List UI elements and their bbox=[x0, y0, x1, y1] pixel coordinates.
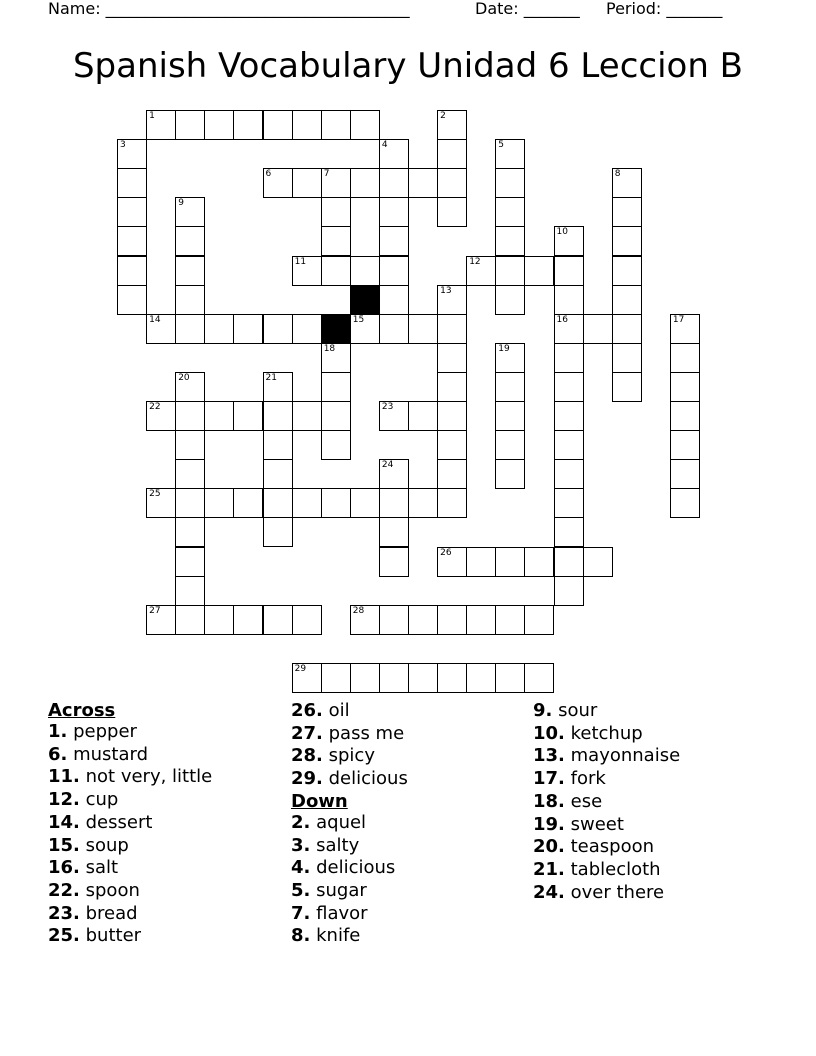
clue-item: 5. sugar bbox=[291, 879, 367, 901]
clue-number: 5 bbox=[498, 140, 505, 151]
grid-cell[interactable] bbox=[379, 547, 409, 577]
grid-cell[interactable] bbox=[321, 197, 351, 227]
grid-cell[interactable] bbox=[175, 110, 205, 140]
grid-cell[interactable] bbox=[554, 256, 584, 286]
grid-cell[interactable] bbox=[350, 256, 380, 286]
grid-cell[interactable] bbox=[379, 226, 409, 256]
clue-item: 12. cup bbox=[48, 789, 119, 811]
grid-cell[interactable] bbox=[350, 110, 380, 140]
grid-cell[interactable] bbox=[350, 488, 380, 518]
clue-number: 26 bbox=[440, 547, 452, 558]
grid-cell[interactable] bbox=[612, 256, 642, 286]
grid-cell[interactable] bbox=[175, 576, 205, 606]
grid-cell[interactable] bbox=[554, 226, 584, 256]
grid-cell[interactable] bbox=[175, 430, 205, 460]
grid-cell[interactable] bbox=[292, 110, 322, 140]
grid-cell[interactable] bbox=[263, 430, 293, 460]
clue-number: 22 bbox=[149, 402, 161, 412]
grid-cell[interactable] bbox=[292, 488, 322, 518]
grid-cell[interactable] bbox=[350, 663, 380, 693]
clue-number: 28 bbox=[352, 605, 365, 616]
grid-cell[interactable] bbox=[437, 547, 467, 577]
grid-cell[interactable] bbox=[292, 605, 322, 635]
grid-cell[interactable] bbox=[670, 372, 700, 402]
grid-cell[interactable] bbox=[437, 285, 467, 315]
clue-item: 14. dessert bbox=[48, 811, 153, 833]
date-field[interactable]: Date: _______ bbox=[475, 0, 580, 18]
page-title: Spanish Vocabulary Unidad 6 Leccion B bbox=[72, 46, 744, 86]
grid-cell[interactable] bbox=[437, 605, 467, 635]
clue-number: 14 bbox=[149, 314, 161, 325]
clue-item: 28. spicy bbox=[291, 745, 375, 767]
across-heading: Across bbox=[48, 700, 116, 721]
grid-cell[interactable] bbox=[204, 110, 234, 140]
grid-cell[interactable] bbox=[263, 605, 293, 635]
grid-cell[interactable] bbox=[233, 401, 263, 431]
grid-cell[interactable] bbox=[292, 663, 322, 693]
grid-cell[interactable] bbox=[146, 488, 176, 518]
grid-cell[interactable] bbox=[379, 256, 409, 286]
grid-cell[interactable] bbox=[524, 256, 554, 286]
grid-cell[interactable] bbox=[612, 226, 642, 256]
grid-cell[interactable] bbox=[437, 139, 467, 169]
grid-cell[interactable] bbox=[437, 343, 467, 373]
clue-item: 9. sour bbox=[533, 700, 598, 721]
clue-number: 25 bbox=[149, 489, 161, 500]
grid-cell[interactable] bbox=[175, 256, 205, 286]
grid-cell[interactable] bbox=[612, 314, 642, 344]
grid-cell[interactable] bbox=[554, 343, 584, 373]
grid-cell[interactable] bbox=[146, 401, 176, 431]
grid-cell[interactable] bbox=[408, 401, 438, 431]
clue-item: 24. over there bbox=[533, 881, 665, 903]
clue-number: 23 bbox=[381, 402, 394, 412]
clue-item: 10. ketchup bbox=[533, 722, 643, 744]
grid-cell[interactable] bbox=[292, 401, 322, 431]
grid-cell[interactable] bbox=[437, 110, 467, 140]
clue-item: 1. pepper bbox=[48, 721, 137, 742]
clue-number: 15 bbox=[352, 314, 365, 325]
clue-item: 25. butter bbox=[48, 925, 142, 947]
grid-cell[interactable] bbox=[175, 197, 205, 227]
black-cell bbox=[321, 314, 351, 344]
grid-cell[interactable] bbox=[146, 314, 176, 344]
grid-cell[interactable] bbox=[263, 314, 293, 344]
clue-item: 22. spoon bbox=[48, 879, 140, 901]
grid-cell[interactable] bbox=[612, 372, 642, 402]
clue-column-2 bbox=[291, 700, 541, 948]
grid-cell[interactable] bbox=[263, 488, 293, 518]
clue-item: 17. fork bbox=[533, 768, 606, 790]
grid-cell[interactable] bbox=[466, 256, 496, 286]
grid-cell[interactable] bbox=[495, 663, 525, 693]
grid-cell[interactable] bbox=[321, 488, 351, 518]
grid-cell[interactable] bbox=[495, 372, 525, 402]
grid-cell[interactable] bbox=[204, 605, 234, 635]
grid-cell[interactable] bbox=[670, 488, 700, 518]
grid-cell[interactable] bbox=[495, 226, 525, 256]
clue-item: 29. delicious bbox=[291, 768, 408, 790]
grid-cell[interactable] bbox=[554, 372, 584, 402]
grid-cell[interactable] bbox=[437, 197, 467, 227]
grid-cell[interactable] bbox=[292, 168, 322, 198]
clue-number: 10 bbox=[556, 227, 568, 238]
grid-cell[interactable] bbox=[437, 168, 467, 198]
grid-cell[interactable] bbox=[146, 605, 176, 635]
period-field[interactable]: Period: _______ bbox=[606, 0, 723, 18]
clue-item: 15. soup bbox=[48, 834, 129, 856]
grid-cell[interactable] bbox=[495, 285, 525, 315]
clue-item: 3. salty bbox=[291, 834, 360, 856]
grid-cell[interactable] bbox=[670, 459, 700, 489]
grid-cell[interactable] bbox=[263, 110, 293, 140]
grid-cell[interactable] bbox=[379, 488, 409, 518]
grid-cell[interactable] bbox=[583, 547, 613, 577]
grid-cell[interactable] bbox=[175, 314, 205, 344]
grid-cell[interactable] bbox=[554, 517, 584, 547]
black-cell bbox=[350, 285, 380, 315]
grid-cell[interactable] bbox=[379, 401, 409, 431]
grid-cell[interactable] bbox=[175, 401, 205, 431]
grid-cell[interactable] bbox=[263, 401, 293, 431]
grid-cell[interactable] bbox=[583, 314, 613, 344]
clue-number: 20 bbox=[178, 372, 190, 383]
grid-cell[interactable] bbox=[379, 605, 409, 635]
clue-column-1 bbox=[48, 700, 298, 948]
clue-number: 27 bbox=[149, 605, 161, 616]
grid-cell[interactable] bbox=[175, 488, 205, 518]
grid-cell[interactable] bbox=[437, 488, 467, 518]
grid-cell[interactable] bbox=[670, 401, 700, 431]
clue-number: 2 bbox=[440, 111, 446, 121]
grid-cell[interactable] bbox=[379, 168, 409, 198]
grid-cell[interactable] bbox=[233, 605, 263, 635]
grid-cell[interactable] bbox=[350, 168, 380, 198]
grid-cell[interactable] bbox=[495, 197, 525, 227]
grid-cell[interactable] bbox=[612, 343, 642, 373]
grid-cell[interactable] bbox=[263, 168, 293, 198]
grid-cell[interactable] bbox=[670, 430, 700, 460]
grid-cell[interactable] bbox=[321, 256, 351, 286]
clue-number: 3 bbox=[120, 140, 126, 151]
grid-cell[interactable] bbox=[379, 517, 409, 547]
grid-cell[interactable] bbox=[437, 459, 467, 489]
grid-cell[interactable] bbox=[554, 430, 584, 460]
grid-cell[interactable] bbox=[670, 343, 700, 373]
grid-cell[interactable] bbox=[612, 197, 642, 227]
name-field[interactable]: Name: ______________________________________ bbox=[48, 0, 410, 18]
grid-cell[interactable] bbox=[466, 547, 496, 577]
grid-cell[interactable] bbox=[495, 401, 525, 431]
grid-cell[interactable] bbox=[437, 314, 467, 344]
grid-cell[interactable] bbox=[233, 110, 263, 140]
grid-cell[interactable] bbox=[263, 517, 293, 547]
grid-cell[interactable] bbox=[437, 430, 467, 460]
clue-item: 27. pass me bbox=[291, 722, 405, 744]
grid-cell[interactable] bbox=[495, 168, 525, 198]
grid-cell[interactable] bbox=[321, 430, 351, 460]
clue-item: 4. delicious bbox=[291, 857, 396, 879]
clue-item: 18. ese bbox=[533, 790, 603, 812]
clue-number: 21 bbox=[265, 372, 277, 383]
clue-number: 7 bbox=[323, 169, 330, 180]
grid-cell[interactable] bbox=[175, 226, 205, 256]
grid-cell[interactable] bbox=[175, 517, 205, 547]
grid-cell[interactable] bbox=[321, 663, 351, 693]
grid-cell[interactable] bbox=[524, 547, 554, 577]
grid-cell[interactable] bbox=[321, 372, 351, 402]
grid-cell[interactable] bbox=[612, 285, 642, 315]
grid-cell[interactable] bbox=[321, 110, 351, 140]
clue-item: 16. salt bbox=[48, 857, 119, 879]
clue-number: 11 bbox=[294, 256, 307, 267]
grid-cell[interactable] bbox=[524, 663, 554, 693]
grid-cell[interactable] bbox=[554, 459, 584, 489]
grid-cell[interactable] bbox=[437, 372, 467, 402]
grid-cell[interactable] bbox=[117, 139, 147, 169]
grid-cell[interactable] bbox=[146, 110, 176, 140]
clue-number: 9 bbox=[178, 198, 184, 209]
grid-cell[interactable] bbox=[379, 314, 409, 344]
clue-item: 26. oil bbox=[291, 700, 350, 721]
clue-item: 6. mustard bbox=[48, 743, 149, 765]
grid-cell[interactable] bbox=[233, 314, 263, 344]
grid-cell[interactable] bbox=[292, 314, 322, 344]
grid-cell[interactable] bbox=[117, 285, 147, 315]
clue-number: 18 bbox=[323, 343, 336, 354]
grid-cell[interactable] bbox=[408, 663, 438, 693]
clue-number: 29 bbox=[294, 663, 307, 674]
grid-cell[interactable] bbox=[495, 139, 525, 169]
grid-cell[interactable] bbox=[350, 605, 380, 635]
grid-cell[interactable] bbox=[175, 285, 205, 315]
grid-cell[interactable] bbox=[292, 256, 322, 286]
grid-cell[interactable] bbox=[408, 314, 438, 344]
grid-cell[interactable] bbox=[379, 285, 409, 315]
grid-cell[interactable] bbox=[117, 256, 147, 286]
grid-cell[interactable] bbox=[524, 605, 554, 635]
clue-item: 11. not very, little bbox=[48, 766, 213, 788]
grid-cell[interactable] bbox=[321, 168, 351, 198]
clue-number: 24 bbox=[381, 460, 394, 471]
grid-cell[interactable] bbox=[554, 576, 584, 606]
clue-number: 8 bbox=[614, 169, 621, 180]
clue-number: 16 bbox=[556, 314, 568, 325]
grid-cell[interactable] bbox=[379, 663, 409, 693]
grid-cell[interactable] bbox=[263, 372, 293, 402]
clue-column-3 bbox=[533, 700, 783, 904]
grid-cell[interactable] bbox=[204, 488, 234, 518]
grid-cell[interactable] bbox=[495, 547, 525, 577]
grid-cell[interactable] bbox=[263, 459, 293, 489]
clue-number: 6 bbox=[265, 169, 272, 180]
grid-cell[interactable] bbox=[321, 226, 351, 256]
grid-cell[interactable] bbox=[350, 314, 380, 344]
grid-cell[interactable] bbox=[495, 605, 525, 635]
clue-item: 20. teaspoon bbox=[533, 836, 655, 858]
clue-item: 8. knife bbox=[291, 925, 361, 947]
clue-item: 23. bread bbox=[48, 902, 138, 924]
grid-cell[interactable] bbox=[408, 605, 438, 635]
grid-cell[interactable] bbox=[554, 314, 584, 344]
clue-item: 2. aquel bbox=[291, 811, 367, 833]
grid-cell[interactable] bbox=[379, 197, 409, 227]
grid-cell[interactable] bbox=[408, 168, 438, 198]
grid-cell[interactable] bbox=[175, 459, 205, 489]
clue-number: 1 bbox=[149, 111, 155, 121]
grid-cell[interactable] bbox=[379, 459, 409, 489]
clue-number: 12 bbox=[469, 256, 481, 267]
down-heading: Down bbox=[291, 790, 348, 812]
grid-cell[interactable] bbox=[437, 663, 467, 693]
grid-cell[interactable] bbox=[554, 488, 584, 518]
grid-cell[interactable] bbox=[233, 488, 263, 518]
grid-cell[interactable] bbox=[408, 488, 438, 518]
grid-cell[interactable] bbox=[495, 430, 525, 460]
clue-item: 21. tablecloth bbox=[533, 858, 661, 880]
clue-item: 7. flavor bbox=[291, 902, 368, 924]
clue-item: 13. mayonnaise bbox=[533, 745, 681, 767]
clue-number: 13 bbox=[440, 285, 452, 296]
grid-cell[interactable] bbox=[204, 401, 234, 431]
grid-cell[interactable] bbox=[117, 168, 147, 198]
grid-cell[interactable] bbox=[175, 605, 205, 635]
grid-cell[interactable] bbox=[466, 605, 496, 635]
grid-cell[interactable] bbox=[437, 401, 467, 431]
grid-cell[interactable] bbox=[670, 314, 700, 344]
clue-item: 19. sweet bbox=[533, 813, 624, 835]
clue-number: 17 bbox=[672, 314, 685, 325]
grid-cell[interactable] bbox=[175, 547, 205, 577]
grid-cell[interactable] bbox=[204, 314, 234, 344]
grid-cell[interactable] bbox=[554, 285, 584, 315]
clue-number: 19 bbox=[498, 343, 510, 354]
clue-number: 4 bbox=[381, 140, 388, 151]
grid-cell[interactable] bbox=[117, 226, 147, 256]
grid-cell[interactable] bbox=[554, 547, 584, 577]
grid-cell[interactable] bbox=[466, 663, 496, 693]
grid-cell[interactable] bbox=[321, 343, 351, 373]
grid-cell[interactable] bbox=[495, 256, 525, 286]
grid-cell[interactable] bbox=[117, 197, 147, 227]
grid-cell[interactable] bbox=[379, 139, 409, 169]
grid-cell[interactable] bbox=[554, 401, 584, 431]
grid-cell[interactable] bbox=[175, 372, 205, 402]
grid-cell[interactable] bbox=[495, 459, 525, 489]
grid-cell[interactable] bbox=[495, 343, 525, 373]
grid-cell[interactable] bbox=[612, 168, 642, 198]
grid-cell[interactable] bbox=[321, 401, 351, 431]
